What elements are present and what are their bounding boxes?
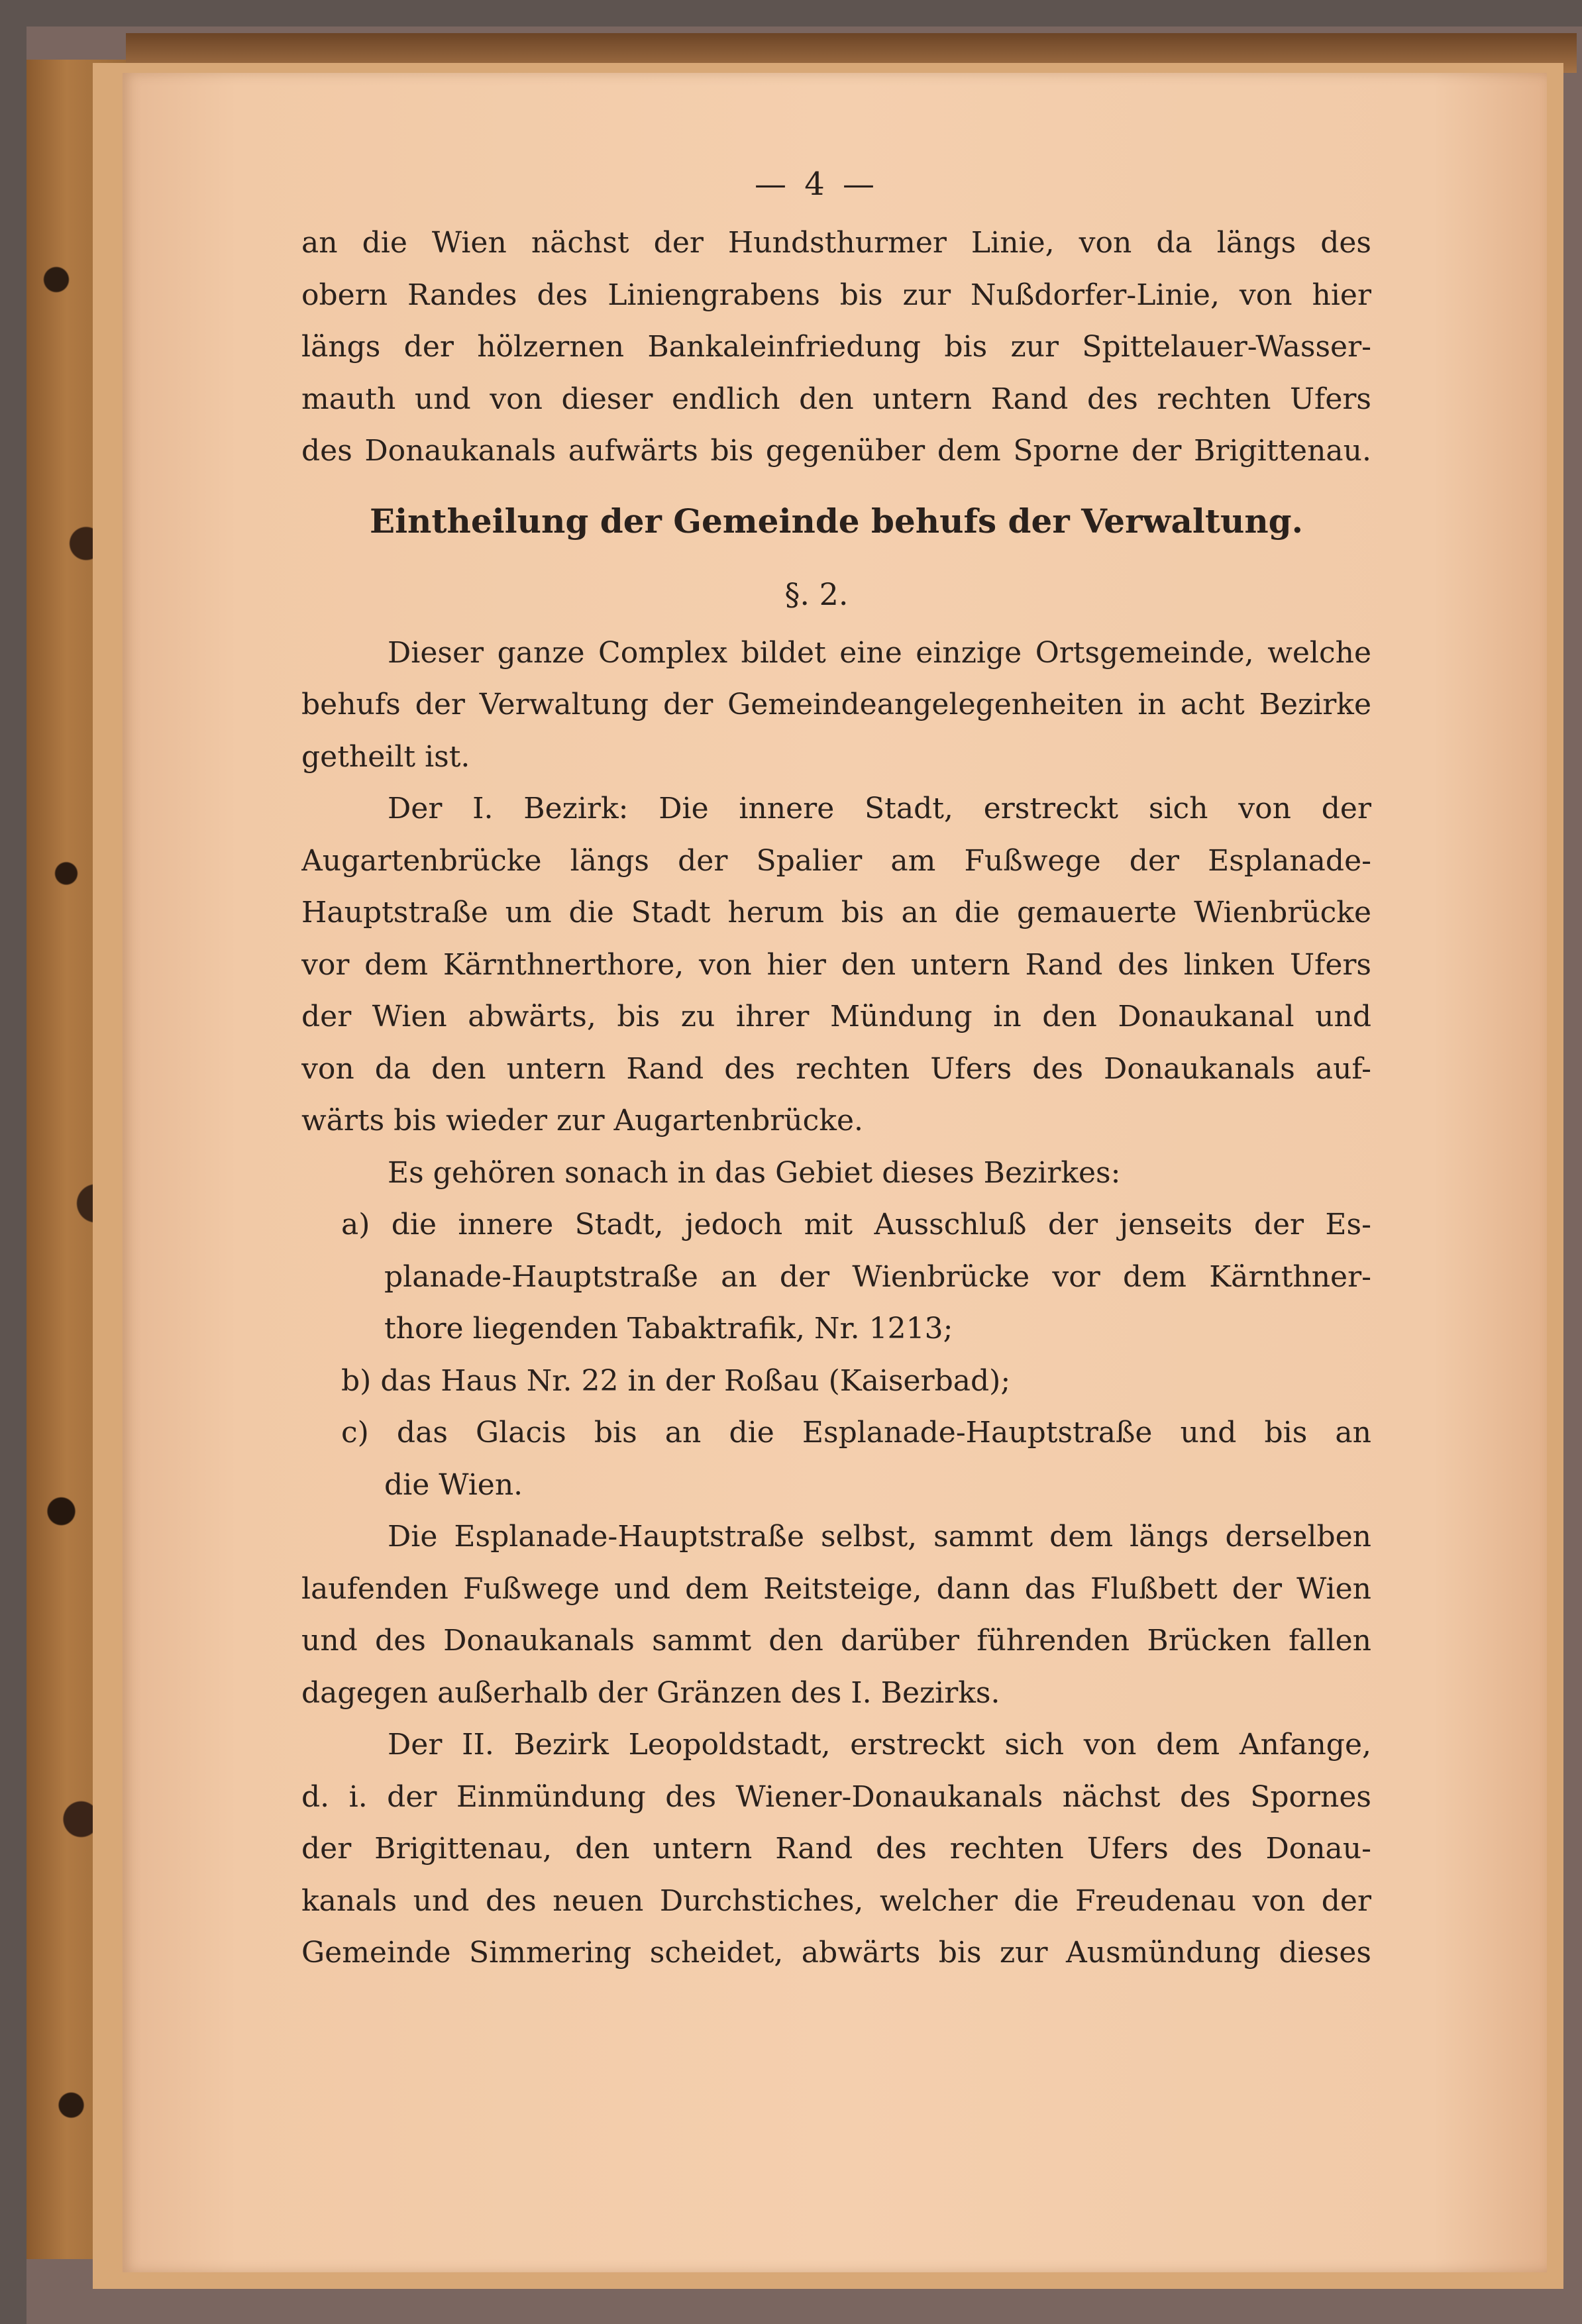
text-line: wärts bis wieder zur Augartenbrücke.	[301, 1104, 863, 1137]
list-item: die Wien.	[384, 1467, 523, 1502]
section-number: §. 2.	[784, 576, 849, 612]
text-line: d. i. der Einmündung des Wiener-Donaukanals nächst des Spornes	[301, 1779, 1371, 1814]
text-line: obern Randes des Liniengrabens bis zur Nußdorfer-Linie, von hier	[301, 278, 1371, 312]
text-line: mauth und von dieser endlich den untern Rand des rechten Ufers	[301, 382, 1371, 416]
list-item: thore liegenden Tabaktrafik, Nr. 1213;	[384, 1312, 953, 1346]
text-line: längs der hölzernen Bankaleinfriedung bis zur Spittelauer-Wasser-	[301, 330, 1371, 364]
text-line: Dieser ganze Complex bildet eine einzige Ortsgemeinde, welche	[388, 635, 1371, 670]
text-line: an die Wien nächst der Hundsthurmer Linie, von da längs des	[301, 226, 1371, 260]
text-line: der Brigittenau, den untern Rand des rechten Ufers des Donau-	[301, 1832, 1371, 1866]
text-line: Die Esplanade-Hauptstraße selbst, sammt dem längs derselben	[388, 1520, 1371, 1554]
list-item: a) die innere Stadt, jedoch mit Ausschluß der jenseits der Es-	[341, 1208, 1371, 1241]
text-line: getheilt ist.	[301, 739, 470, 774]
text-line: und des Donaukanals sammt den darüber führenden Brücken fallen	[301, 1624, 1371, 1658]
text-line: Augartenbrücke längs der Spalier am Fußwege der Esplanade-	[301, 843, 1371, 878]
page-number: — 4 —	[754, 166, 879, 203]
text-line: vor dem Kärnthnerthore, von hier den untern Rand des linken Ufers	[301, 947, 1371, 982]
text-line: dagegen außerhalb der Gränzen des I. Bezirks.	[301, 1675, 1000, 1710]
section-heading: Eintheilung der Gemeinde behufs der Verwaltung.	[369, 501, 1304, 541]
list-item: b) das Haus Nr. 22 in der Roßau (Kaiserbad);	[341, 1363, 1011, 1398]
text-line: der Wien abwärts, bis zu ihrer Mündung in den Donaukanal und	[301, 1000, 1371, 1033]
text-line: Der I. Bezirk: Die innere Stadt, erstreckt sich von der	[388, 792, 1371, 825]
text-line: Gemeinde Simmering scheidet, abwärts bis zur Ausmündung dieses	[301, 1936, 1371, 1970]
text-line: behufs der Verwaltung der Gemeindeangelegenheiten in acht Bezirke	[301, 688, 1371, 721]
text-line: Hauptstraße um die Stadt herum bis an die gemauerte Wienbrücke	[301, 896, 1371, 929]
list-item: planade-Hauptstraße an der Wienbrücke vor dem Kärnthner-	[384, 1259, 1371, 1294]
text-line: von da den untern Rand des rechten Ufers des Donaukanals auf-	[301, 1051, 1371, 1086]
page-text	[301, 166, 1371, 1980]
text-line: laufenden Fußwege und dem Reitsteige, dann das Flußbett der Wien	[301, 1571, 1371, 1606]
text-line: des Donaukanals aufwärts bis gegenüber dem Sporne der Brigittenau.	[301, 434, 1371, 468]
text-line: Es gehören sonach in das Gebiet dieses Bezirkes:	[388, 1155, 1121, 1190]
text-line: Der II. Bezirk Leopoldstadt, erstreckt sich von dem Anfange,	[388, 1728, 1371, 1762]
text-line: kanals und des neuen Durchstiches, welcher die Freudenau von der	[301, 1883, 1371, 1918]
list-item: c) das Glacis bis an die Esplanade-Hauptstraße und bis an	[341, 1416, 1371, 1450]
